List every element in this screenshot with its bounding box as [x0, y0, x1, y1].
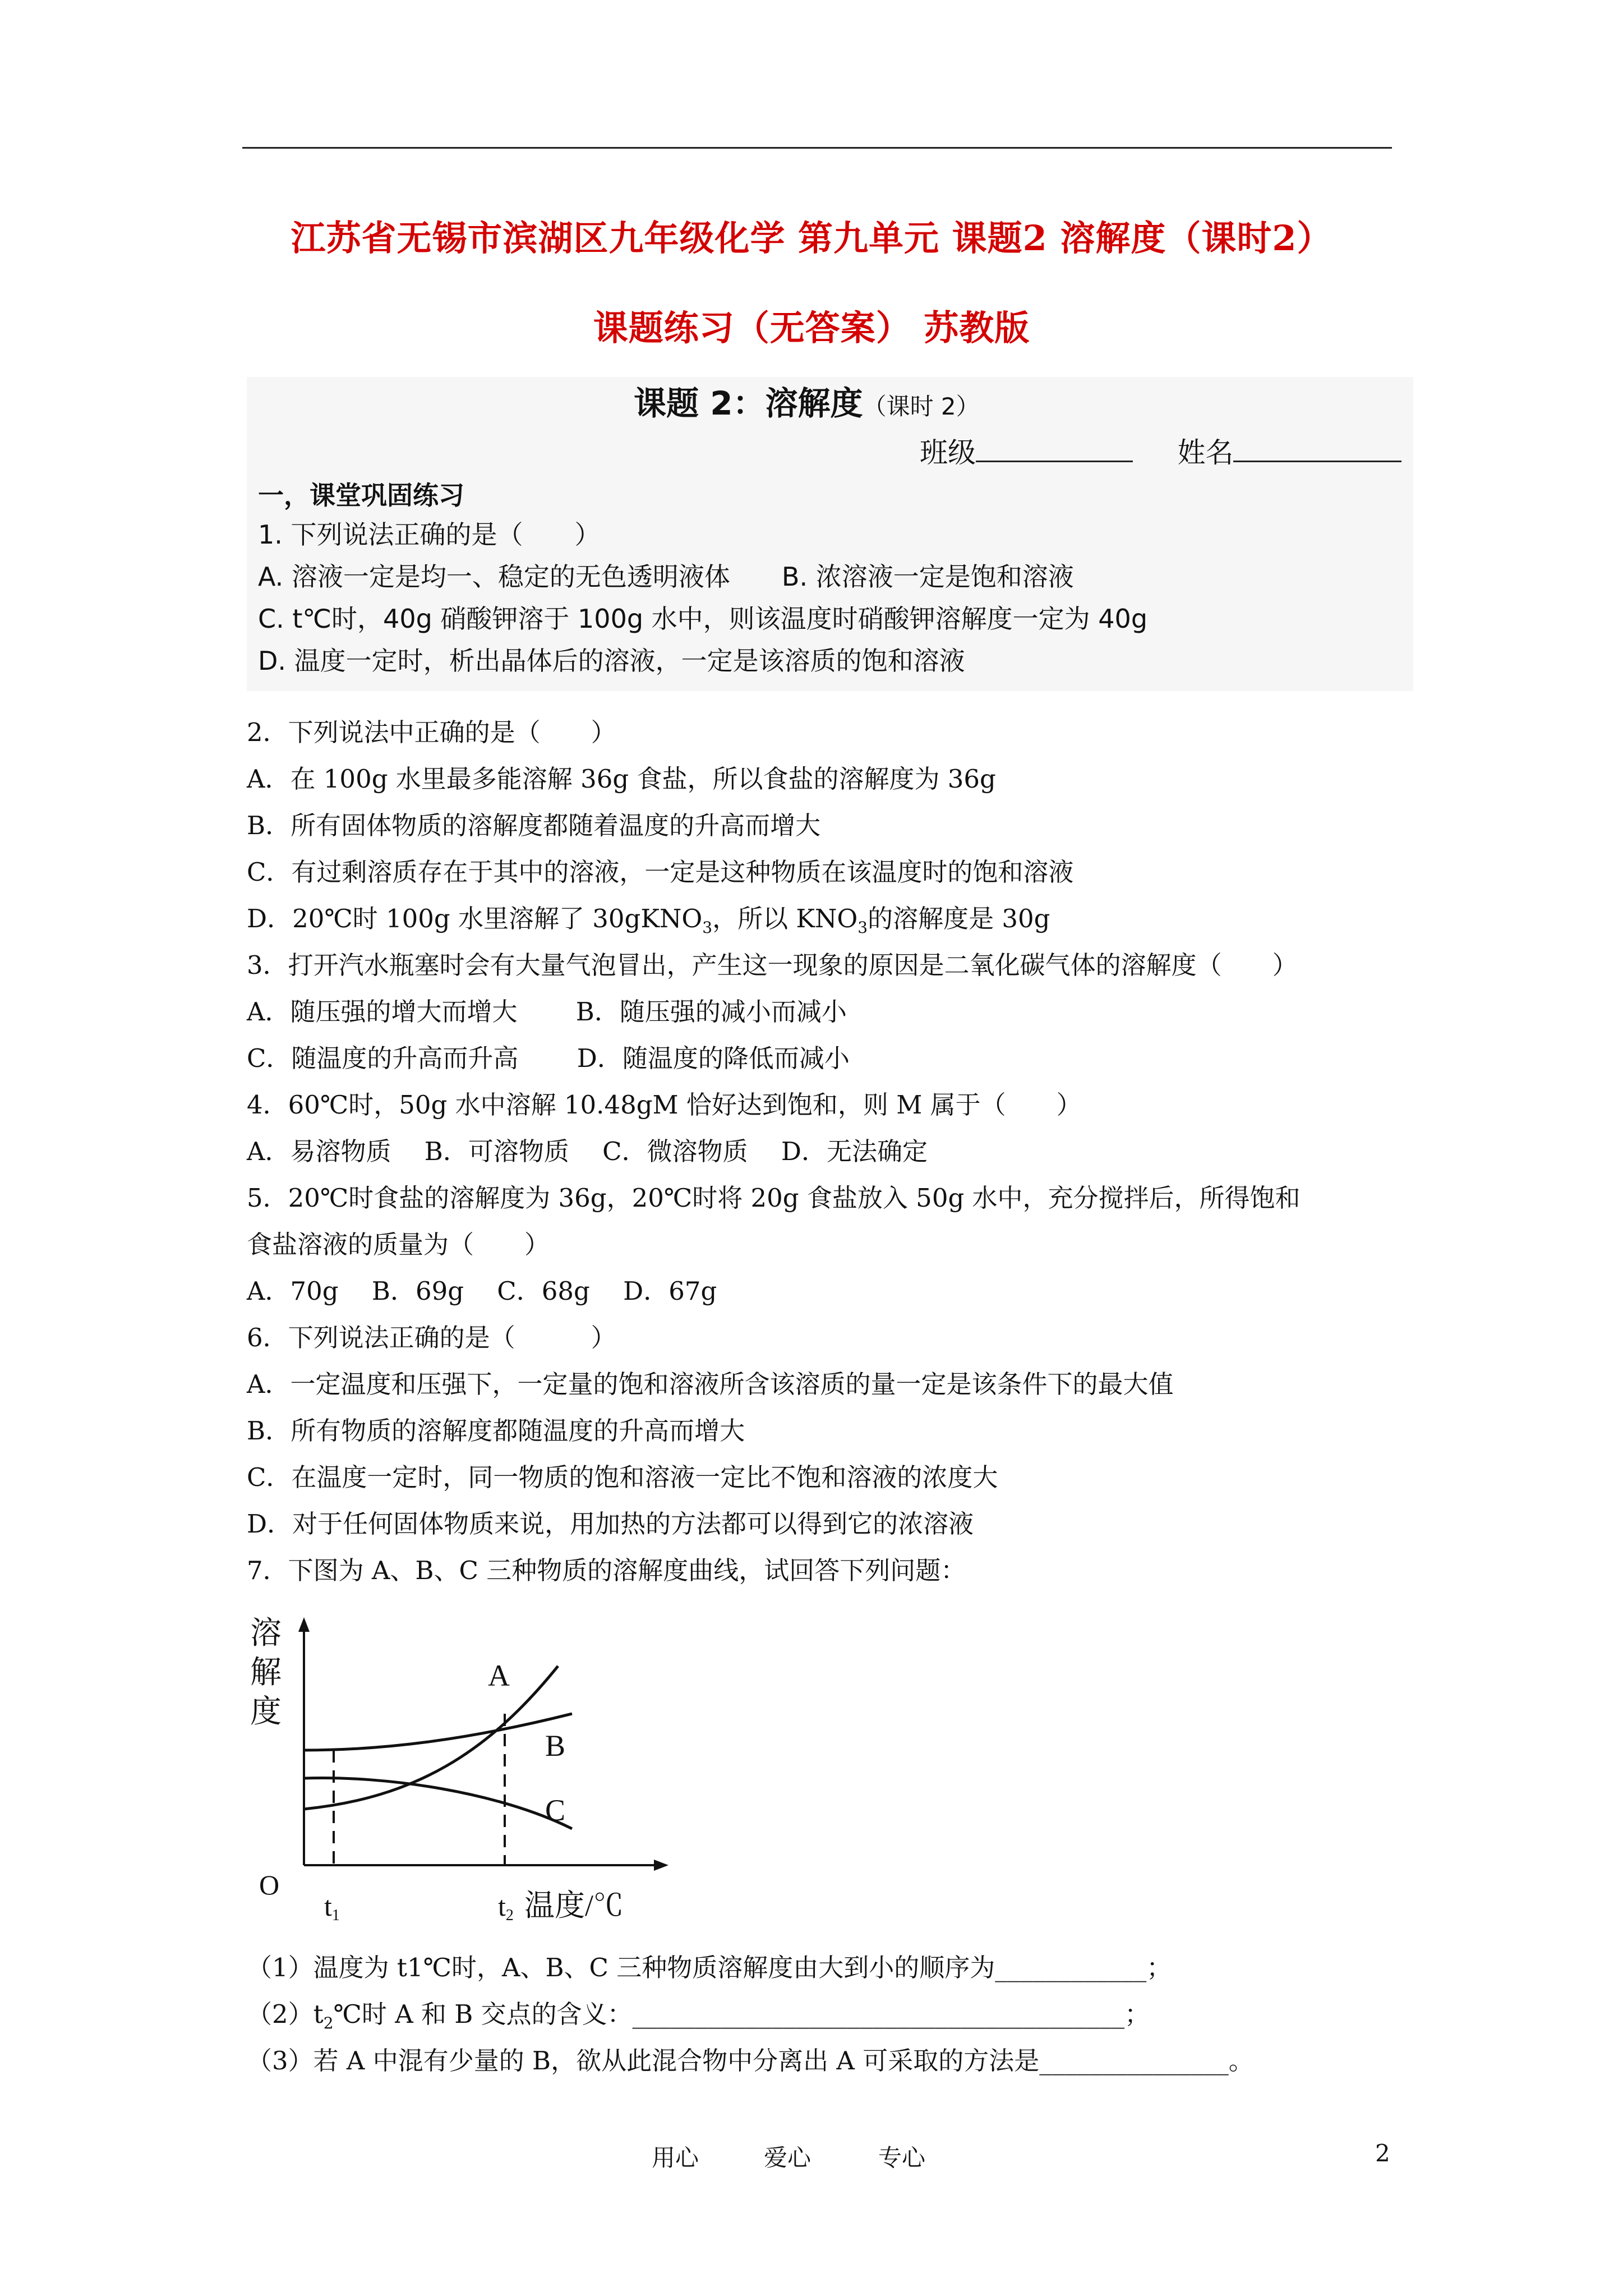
question-7-part-1: （1）温度为 t1℃时，A、B、C 三种物质溶解度由大到小的顺序为____________； — [247, 1953, 1172, 1982]
question-3-option-ab: A．随压强的增大而增大 B．随压强的减小而减小 — [247, 997, 847, 1027]
page-number: 2 — [1375, 2139, 1390, 2167]
subscript-2: 2 — [323, 2014, 334, 2032]
section-heading: 一，课堂巩固练习 — [258, 480, 464, 510]
question-6-option-b: B．所有物质的溶解度都随温度的升高而增大 — [247, 1416, 745, 1446]
question-6-option-c: C．在温度一定时，同一物质的饱和溶液一定比不饱和溶液的浓度大 — [247, 1462, 998, 1492]
q2d-part2: ，所以 KNO — [712, 904, 858, 933]
worksheet-heading-note: （课时 2） — [863, 393, 980, 420]
x-tick-t2: t2 — [498, 1890, 514, 1924]
question-6: 6．下列说法正确的是（ ） — [247, 1323, 616, 1352]
footer-text-right: 专心 — [878, 2144, 926, 2171]
question-4: 4．60℃时，50g 水中溶解 10.48gM 恰好达到饱和，则 M 属于（ ） — [247, 1090, 1082, 1120]
class-label: 班级 — [920, 436, 976, 469]
question-7: 7．下图为 A、B、C 三种物质的溶解度曲线，试回答下列问题： — [247, 1556, 966, 1585]
question-2: 2．下列说法中正确的是（ ） — [247, 717, 616, 747]
q2d-part1: D．20℃时 100g 水里溶解了 30gKNO — [247, 904, 703, 933]
question-7-part-3: （3）若 A 中混有少量的 B，欲从此混合物中分离出 A 可采取的方法是_______________。 — [247, 2046, 1254, 2076]
series-label-c: C — [545, 1793, 566, 1827]
question-3-option-cd: C．随温度的升高而升高 D．随温度的降低而减小 — [247, 1043, 850, 1073]
series-label-b: B — [545, 1729, 566, 1763]
question-1-option-ab: A. 溶液一定是均一、稳定的无色透明液体 B. 浓溶液一定是饱和溶液 — [258, 562, 1074, 592]
footer-text-middle: 爱心 — [764, 2144, 811, 2171]
worksheet-heading-text: 课题 2：溶解度 — [634, 384, 863, 422]
class-name-fields — [920, 430, 1401, 471]
solubility-curve-chart — [247, 1613, 673, 1927]
origin-label: O — [259, 1869, 280, 1901]
scanned-worksheet-image — [247, 377, 1413, 691]
question-4-options: A．易溶物质 B．可溶物质 C．微溶物质 D．无法确定 — [247, 1137, 928, 1166]
question-7-part-2 — [247, 2001, 1150, 2031]
x-axis-label: 温度/℃ — [524, 1889, 624, 1922]
question-2-option-b: B．所有固体物质的溶解度都随着温度的升高而增大 — [247, 811, 821, 840]
class-blank — [976, 461, 1133, 462]
subscript-3: 3 — [702, 918, 713, 937]
header-rule — [242, 147, 1392, 149]
q7-2-prefix: （2）t — [247, 1999, 324, 2029]
y-axis-arrow — [298, 1617, 310, 1632]
question-1: 1. 下列说法正确的是（ ） — [258, 519, 601, 550]
subscript-3: 3 — [857, 918, 868, 937]
name-label: 姓名 — [1177, 436, 1234, 469]
question-6-option-a: A．一定温度和压强下，一定量的饱和溶液所含该溶质的量一定是该条件下的最大值 — [247, 1369, 1174, 1399]
x-axis-arrow — [654, 1860, 668, 1871]
name-blank — [1233, 461, 1401, 462]
question-5-line-1: 5．20℃时食盐的溶解度为 36g，20℃时将 20g 食盐放入 50g 水中，充分搅拌后，所得饱和 — [247, 1183, 1301, 1213]
question-2-option-a: A．在 100g 水里最多能溶解 36g 食盐，所以食盐的溶解度为 36g — [247, 764, 996, 794]
question-2-option-d — [247, 906, 1050, 936]
series-label-a: A — [488, 1659, 510, 1692]
question-1-option-c: C. t℃时，40g 硝酸钾溶于 100g 水中，则该温度时硝酸钾溶解度一定为 40g — [258, 604, 1148, 634]
curve-b — [304, 1714, 572, 1750]
q2d-part3: 的溶解度是 30g — [868, 904, 1050, 933]
question-5-line-2: 食盐溶液的质量为（ ） — [247, 1230, 550, 1259]
q7-2-body: ℃时 A 和 B 交点的含义：_______________________________________； — [333, 1999, 1150, 2029]
worksheet-heading — [634, 377, 980, 424]
y-axis-label-part: 溶解度 — [250, 1616, 282, 1729]
footer-text-left: 用心 — [652, 2144, 699, 2171]
document-title: 江苏省无锡市滨湖区九年级化学 第九单元 课题2 溶解度（课时2） — [291, 218, 1332, 259]
question-6-option-d: D．对于任何固体物质来说，用加热的方法都可以得到它的浓溶液 — [247, 1509, 974, 1539]
question-3: 3．打开汽水瓶塞时会有大量气泡冒出，产生这一现象的原因是二氧化碳气体的溶解度（ ） — [247, 950, 1298, 980]
x-tick-t1: t1 — [324, 1890, 340, 1924]
question-5-options: A．70g B．69g C．68g D．67g — [247, 1276, 717, 1306]
question-2-option-c: C．有过剩溶质存在于其中的溶液，一定是这种物质在该温度时的饱和溶液 — [247, 857, 1074, 887]
question-1-option-d: D. 温度一定时，析出晶体后的溶液，一定是该溶质的饱和溶液 — [258, 646, 965, 676]
document-subtitle: 课题练习（无答案） 苏教版 — [593, 307, 1030, 348]
